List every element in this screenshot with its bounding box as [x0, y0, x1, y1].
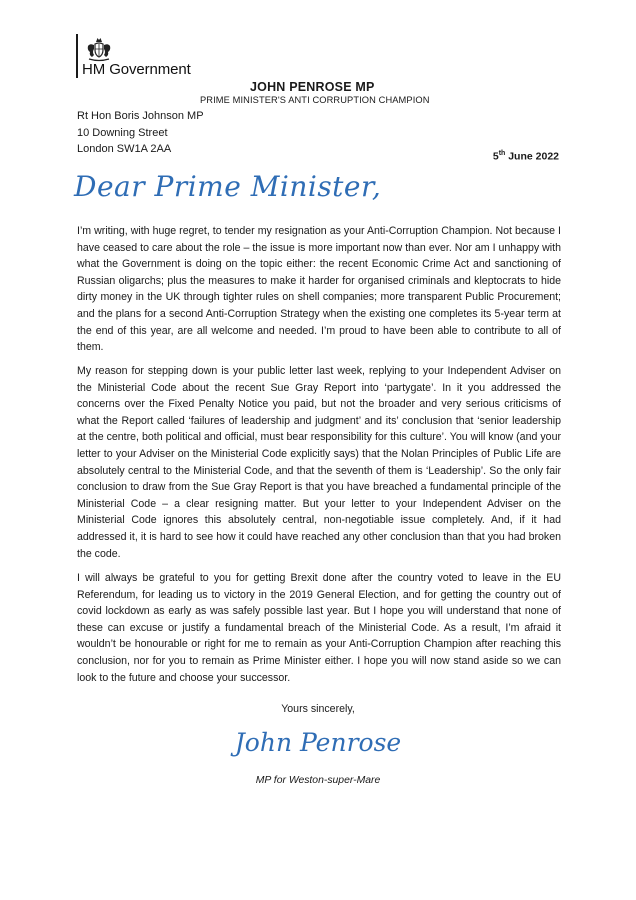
date-suffix: th: [498, 150, 506, 157]
royal-coat-of-arms-icon: [84, 36, 114, 62]
sender-title: PRIME MINISTER'S ANTI CORRUPTION CHAMPION: [200, 95, 430, 105]
recipient-street: 10 Downing Street: [77, 126, 168, 139]
recipient-city: London SW1A 2AA: [77, 143, 172, 155]
body-paragraph-3: I will always be grateful to you for getting Brexit done after the country voted to leave in the EU Referendum, for leading us to victory in the 2019 General Election, and for getting the country out of covid lockdown as early as was safely possible last year. But I hope you will understand that none of these can excuse or justify a fundamental breach of the Ministerial Code. As a result, I’m afraid it wouldn’t be honourable or right for me to remain as your Anti-Corruption Champion after reaching this conclusion, nor for you to remain as Prime Minister either. I hope you will now stand aside so we can look to the future and choose your successor.: [77, 572, 561, 684]
date-day: 5: [492, 150, 499, 163]
constituency: MP for Weston-super-Mare: [255, 775, 381, 786]
hm-government-logo: [76, 34, 216, 80]
logo-divider: [76, 34, 78, 78]
body-paragraph-2: My reason for stepping down is your public letter last week, replying to your Independent Adviser on the Ministerial Code about the recent Sue Gray Report into ‘partygate’. In it you addressed the concerns over the Fixed Penalty Notice you paid, but not the broader and very serious criticisms of what the Report called ‘failures of leadership and judgment’ and its’ conclusion that ‘senior leadership at the centre, both political and official, must bear responsibility for this culture’. You will know (and your letter to your Adviser on the Ministerial Code explicitly says) that the Nolan Principles of Public Life are absolutely central to the Ministerial Code, and that the seventh of them is ‘Leadership’. So the only fair conclusion to draw from the Sue Gray Report is that you have breached a fundamental principle of the Ministerial Code – a clear resigning matter. But your letter to your Independent Adviser on the Ministerial Code ignores this absolutely central, non-negotiable issue completely. And, if it had addressed it, it is hard to see how it could have reached any other conclusion than that you had broken the code.: [77, 365, 561, 560]
logo-text: HM Government: [82, 61, 191, 78]
date-month-year: June 2022: [505, 150, 559, 163]
recipient-name: Rt Hon Boris Johnson MP: [77, 110, 204, 122]
recipient-address: [77, 108, 204, 158]
body-paragraph-1: I’m writing, with huge regret, to tender my resignation as your Anti-Corruption Champion. Not because I have ceased to care about the role – the issue is more important now than ever. Nor am I unhappy with what the Government is doing on the topic either: the recent Economic Crime Act and sanctioning of Russian oligarchs; plus the measures to make it harder for organised criminals and kleptocrats to hide dirty money in the UK through tighter rules on shell companies; more transparent Public Procurement; and the plans for a second Anti-Corruption Strategy when the existing one completes its 5-year term at the end of this year, are all welcome and needed. I’m proud to have been able to contribute to all of them.: [77, 225, 561, 354]
closing: Yours sincerely,: [281, 703, 355, 715]
signature: John Penrose: [234, 728, 402, 757]
letter-date: [493, 150, 559, 163]
sender-name: JOHN PENROSE MP: [250, 80, 375, 94]
salutation: Dear Prime Minister,: [74, 170, 382, 203]
